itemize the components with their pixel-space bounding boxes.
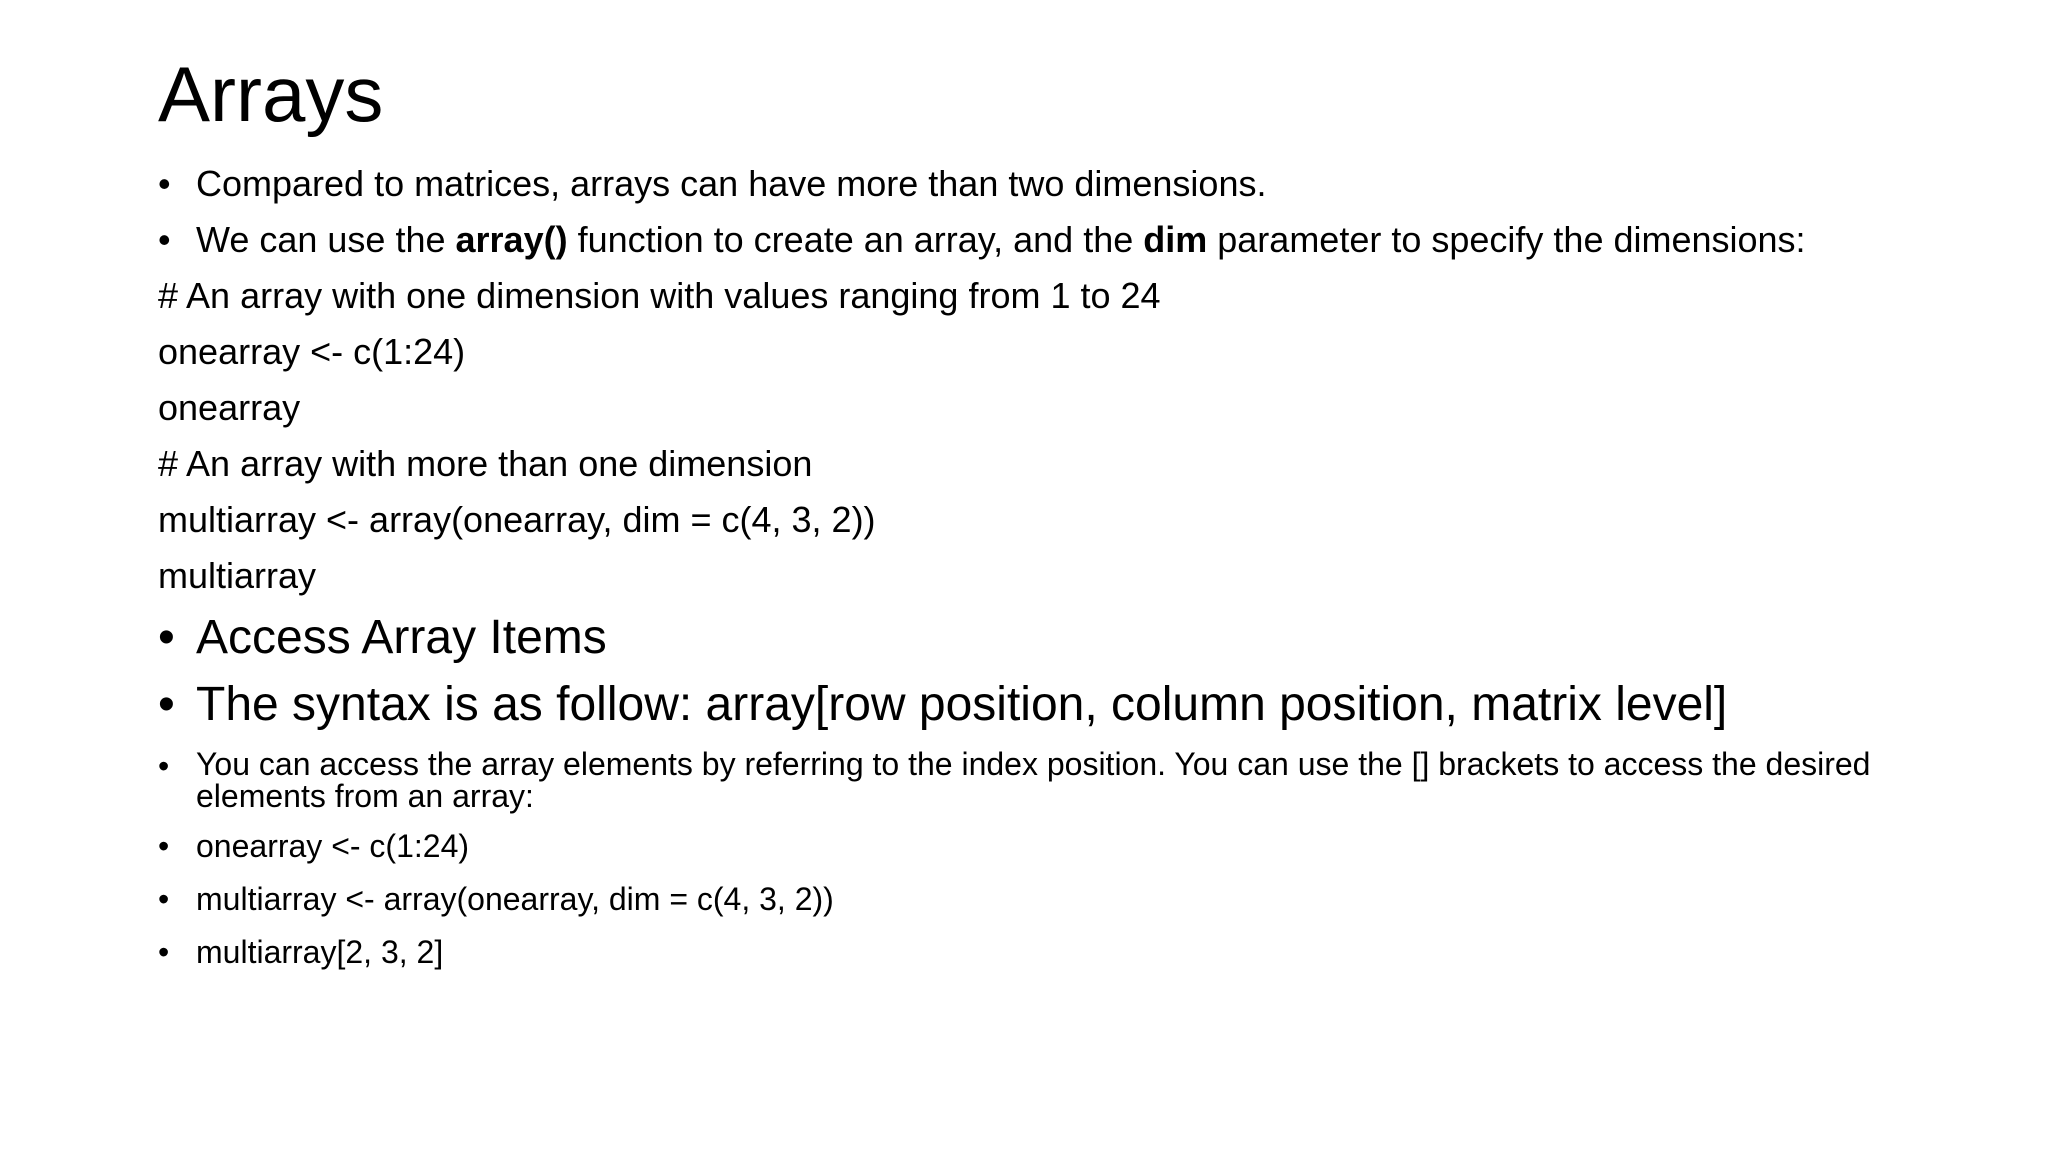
- code-line-onearray-assign: onearray <- c(1:24): [158, 331, 466, 372]
- slide-title: Arrays: [158, 50, 384, 138]
- bullet-text: Access Array Items: [196, 611, 607, 664]
- bullet-text: multiarray <- array(onearray, dim = c(4, 3, 2)): [196, 881, 834, 917]
- bullet-text: [196, 219, 1806, 260]
- code-line-multiarray-assign: multiarray <- array(onearray, dim = c(4, 3, 2)): [158, 499, 876, 540]
- code-line-comment-1: # An array with one dimension with values ranging from 1 to 24: [158, 275, 1161, 316]
- bullet-marker: •: [158, 611, 175, 664]
- bullet-text: onearray <- c(1:24): [196, 828, 470, 864]
- bullet-text: multiarray[2, 3, 2]: [196, 934, 444, 970]
- bullet-marker: •: [158, 678, 175, 731]
- bullet-marker: •: [158, 219, 171, 260]
- text-part: parameter to specify the dimensions:: [1207, 219, 1806, 260]
- bullet-marker: •: [158, 881, 170, 917]
- bold-array-function: array(): [455, 219, 568, 260]
- bullet-text: Compared to matrices, arrays can have more than two dimensions.: [196, 163, 1267, 204]
- bullet-marker: •: [158, 163, 171, 204]
- bullet-text: You can access the array elements by referring to the index position. You can use the [] brackets to access the desired elements from an array:: [196, 746, 1871, 814]
- text-part: We can use the: [196, 219, 456, 260]
- bold-dim-parameter: dim: [1143, 219, 1208, 260]
- code-line-comment-2: # An array with more than one dimension: [158, 443, 813, 484]
- text-part: function to create an array, and the: [567, 219, 1144, 260]
- bullet-marker: •: [158, 748, 170, 784]
- bullet-marker: •: [158, 934, 170, 970]
- code-line-onearray: onearray: [158, 387, 301, 428]
- bullet-text: The syntax is as follow: array[row position, column position, matrix level]: [196, 678, 1728, 731]
- bullet-marker: •: [158, 828, 170, 864]
- code-line-multiarray: multiarray: [158, 555, 317, 596]
